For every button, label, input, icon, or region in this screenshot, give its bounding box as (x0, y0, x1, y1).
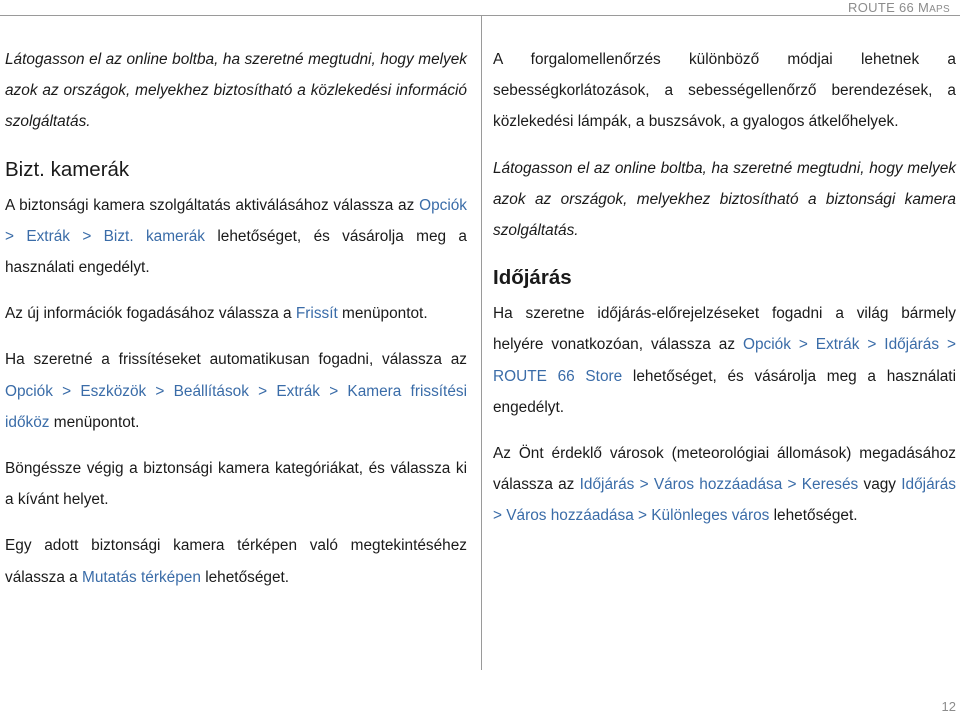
section-heading-bizt-kamerak: Bizt. kamerák (5, 157, 130, 181)
paragraph-show-map: Egy adott biztonsági kamera térképen való megtekintéséhez válassza a Mutatás térképen lehetőséget. (5, 537, 467, 586)
paragraph-add-city: Az Önt érdeklő városok (meteorológiai állomások) megadásához válassza az Időjárás > Város hozzáadása > Keresés vagy Időjárás > Város hozzáadása > Különleges város lehetőséget. (493, 445, 957, 525)
right-column (493, 44, 956, 547)
paragraph-traffic-control: A forgalomellenőrzés különböző módjai lehetnek a sebességkorlátozások, a sebességellenőrző berendezések, a közlekedési lámpák, a buszsávok, a gyalogos átkelőhelyek. (493, 51, 956, 131)
section-heading-idojaras: Időjárás (493, 266, 572, 290)
menu-path-link[interactable]: Időjárás > Város hozzáadása > Keresés (579, 476, 859, 494)
menu-path-link[interactable]: Opciók > Eszközök > Beállítások > Extrák > Kamera frissítési időköz (5, 382, 467, 431)
menu-path-link[interactable]: Opciók > Extrák > Időjárás > ROUTE 66 Store (493, 336, 956, 385)
online-store-note: Látogasson el az online boltba, ha szeretné megtudni, hogy melyek azok az országok, melyekhez biztosítható a közlekedési információ szolgáltatás. (5, 51, 467, 131)
menu-path-link[interactable]: Opciók > Extrák > Bizt. kamerák (5, 196, 467, 245)
menu-path-link[interactable]: Időjárás > Város hozzáadása > Különleges város (493, 476, 957, 525)
paragraph-browse: Böngéssze végig a biztonsági kamera kategóriákat, és válassza ki a kívánt helyet. (5, 460, 467, 509)
menu-path-link[interactable]: Mutatás térképen (82, 568, 201, 586)
paragraph-activate: A biztonsági kamera szolgáltatás aktiválásához válassza az Opciók > Extrák > Bizt. kamerák lehetőséget, és vásárolja meg a használati engedélyt. (5, 196, 467, 277)
running-header: ROUTE 66 MAPS (848, 0, 950, 15)
paragraph-refresh: Az új információk fogadásához válassza a Frissít menüpontot. (5, 305, 428, 323)
left-column (5, 44, 467, 608)
paragraph-auto-update: Ha szeretné a frissítéseket automatikusan fogadni, válassza az Opciók > Eszközök > Beállítások > Extrák > Kamera frissítési időköz menüpontot. (5, 351, 467, 431)
online-store-note: Látogasson el az online boltba, ha szeretné megtudni, hogy melyek azok az országok, melyekhez biztosítható a biztonsági kamera szolgáltatás. (493, 159, 956, 240)
column-divider (481, 15, 482, 670)
page-number: 12 (941, 699, 956, 714)
paragraph-weather-activate: Ha szeretne időjárás-előrejelzéseket fogadni a világ bármely helyére vonatkozóan, válassza az Opciók > Extrák > Időjárás > ROUTE 66 Store lehetőséget, és vásárolja meg a használati engedélyt. (493, 305, 956, 416)
header-rule (0, 15, 960, 16)
menu-path-link[interactable]: Frissít (295, 305, 338, 323)
